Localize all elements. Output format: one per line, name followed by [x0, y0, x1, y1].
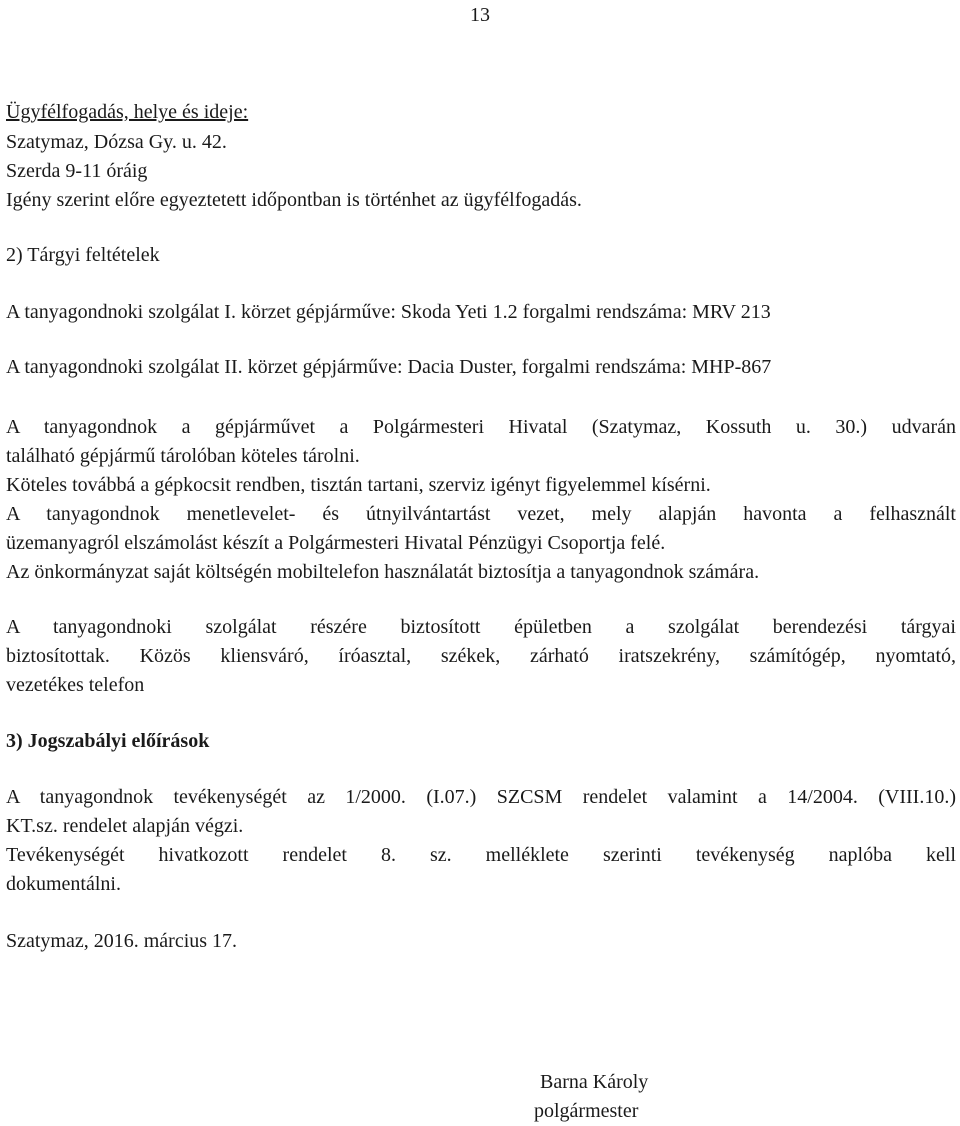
- activity-line1: Tevékenységét hivatkozott rendelet 8. sz. melléklete szerinti tevékenység naplóba kell: [6, 844, 956, 866]
- reception-address: Szatymaz, Dózsa Gy. u. 42.: [6, 131, 227, 153]
- reception-note: Igény szerint előre egyeztetett időpontban is történhet az ügyfélfogadás.: [6, 189, 582, 211]
- vehicle1-text: A tanyagondnoki szolgálat I. körzet gépjárműve: Skoda Yeti 1.2 forgalmi rendszáma: MRV 213: [6, 301, 771, 323]
- storage-line2: található gépjármű tárolóban köteles tárolni.: [6, 445, 360, 467]
- signature-title: polgármester: [534, 1100, 639, 1122]
- signature-name: Barna Károly: [540, 1071, 649, 1093]
- section2-heading: 2) Tárgyi feltételek: [6, 244, 160, 266]
- regulation-line1: A tanyagondnok tevékenységét az 1/2000. (I.07.) SZCSM rendelet valamint a 14/2004. (VIII.10.): [6, 786, 956, 808]
- phone-text: Az önkormányzat saját költségén mobiltelefon használatát biztosítja a tanyagondnok számára.: [6, 561, 760, 583]
- logbook-line1: A tanyagondnok menetlevelet- és útnyilvántartást vezet, mely alapján havonta a felhasznált: [6, 503, 956, 525]
- place-date: Szatymaz, 2016. március 17.: [6, 930, 238, 952]
- equipment-line3: vezetékes telefon: [6, 674, 145, 696]
- reception-hours: Szerda 9-11 óráig: [6, 160, 148, 182]
- activity-line2: dokumentálni.: [6, 873, 121, 895]
- vehicle2-text: A tanyagondnoki szolgálat II. körzet gépjárműve: Dacia Duster, forgalmi rendszáma: MHP-867: [6, 356, 772, 378]
- section3-heading: 3) Jogszabályi előírások: [6, 730, 210, 752]
- regulation-line2: KT.sz. rendelet alapján végzi.: [6, 815, 244, 837]
- equipment-line1: A tanyagondnoki szolgálat részére biztosított épületben a szolgálat berendezési tárgyai: [6, 616, 956, 638]
- logbook-line2: üzemanyagról elszámolást készít a Polgármesteri Hivatal Pénzügyi Csoportja felé.: [6, 532, 666, 554]
- care-text: Köteles továbbá a gépkocsit rendben, tisztán tartani, szerviz igényt figyelemmel kísérni.: [6, 474, 711, 496]
- equipment-line2: biztosítottak. Közös kliensváró, íróasztal, székek, zárható iratszekrény, számítógép, nyomtató,: [6, 645, 956, 667]
- page-number: 13: [470, 4, 490, 26]
- reception-heading: Ügyfélfogadás, helye és ideje:: [6, 101, 249, 123]
- storage-line1: A tanyagondnok a gépjárművet a Polgármesteri Hivatal (Szatymaz, Kossuth u. 30.) udvarán: [6, 416, 956, 438]
